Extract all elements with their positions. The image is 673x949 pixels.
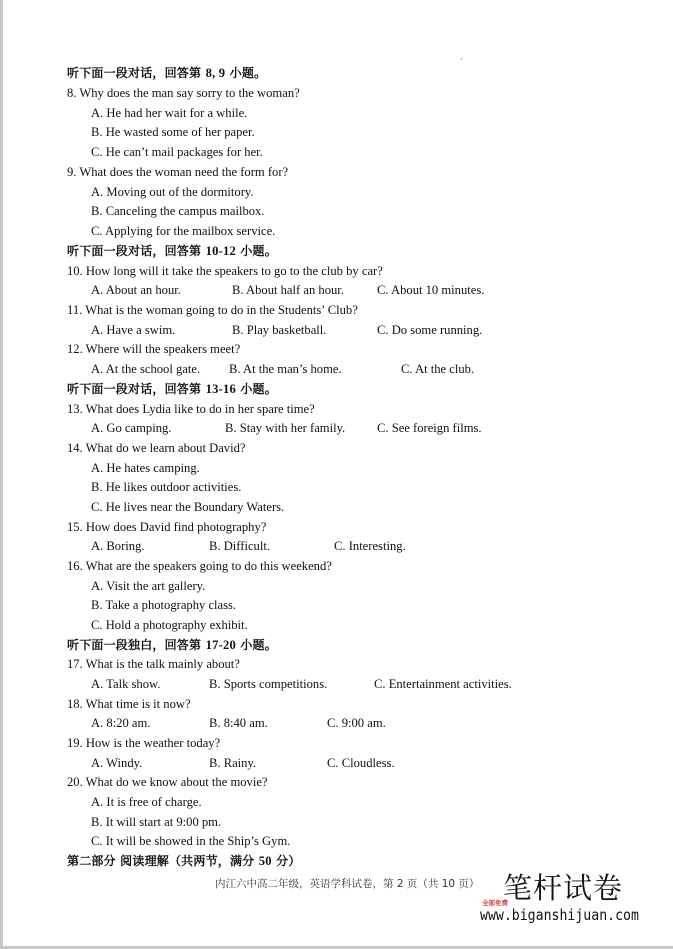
question-17-option-b: B. Sports competitions. xyxy=(209,677,328,691)
question-15-option-c: C. Interesting. xyxy=(334,539,406,553)
question-10-options xyxy=(0,281,673,299)
question-16-option-c: C. Hold a photography exhibit. xyxy=(91,618,248,632)
scan-speck xyxy=(461,58,462,60)
question-18-option-c: C. 9:00 am. xyxy=(327,716,386,730)
question-stem-14: 14. What do we learn about David? xyxy=(67,441,246,455)
question-stem-10: 10. How long will it take the speakers to go to the club by car? xyxy=(67,264,383,278)
question-10-option-a: A. About an hour. xyxy=(91,283,181,297)
question-stem-20: 20. What do we know about the movie? xyxy=(67,775,268,789)
question-19-option-a: A. Windy. xyxy=(91,756,143,770)
watermark-title: 笔杆试卷 xyxy=(503,871,624,905)
question-10-option-c: C. About 10 minutes. xyxy=(377,283,485,297)
question-20-option-c: C. It will be showed in the Ship’s Gym. xyxy=(91,834,291,848)
question-11-option-b: B. Play basketball. xyxy=(232,323,327,337)
question-12-option-a: A. At the school gate. xyxy=(91,362,201,376)
question-15-option-a: A. Boring. xyxy=(91,539,145,553)
question-stem-19: 19. How is the weather today? xyxy=(67,736,221,750)
page-footer: 内江六中高二年级，英语学科试卷，第 2 页（共 10 页） xyxy=(215,878,480,890)
question-8-option-b: B. He wasted some of her paper. xyxy=(91,125,255,139)
question-stem-15: 15. How does David find photography? xyxy=(67,520,267,534)
question-11-options xyxy=(0,321,673,339)
question-stem-12: 12. Where will the speakers meet? xyxy=(67,342,241,356)
watermark-tag: 全部免费 xyxy=(482,899,508,907)
question-15-options xyxy=(0,537,673,555)
section-heading-8-9: 听下面一段对话，回答第 8, 9 小题。 xyxy=(67,66,267,80)
question-18-option-b: B. 8:40 am. xyxy=(209,716,268,730)
question-18-option-a: A. 8:20 am. xyxy=(91,716,151,730)
question-stem-9: 9. What does the woman need the form for? xyxy=(67,165,289,179)
question-16-option-b: B. Take a photography class. xyxy=(91,598,237,612)
question-19-option-c: C. Cloudless. xyxy=(327,756,395,770)
question-18-options xyxy=(0,714,673,732)
question-13-option-a: A. Go camping. xyxy=(91,421,172,435)
question-14-option-c: C. He lives near the Boundary Waters. xyxy=(91,500,285,514)
question-17-options xyxy=(0,675,673,693)
question-14-option-b: B. He likes outdoor activities. xyxy=(91,480,242,494)
watermark-url: www.biganshijuan.com xyxy=(480,906,639,924)
question-15-option-b: B. Difficult. xyxy=(209,539,270,553)
question-11-option-a: A. Have a swim. xyxy=(91,323,176,337)
question-20-option-b: B. It will start at 9:00 pm. xyxy=(91,815,222,829)
question-9-option-a: A. Moving out of the dormitory. xyxy=(91,185,254,199)
question-8-option-a: A. He had her wait for a while. xyxy=(91,106,248,120)
question-17-option-c: C. Entertainment activities. xyxy=(374,677,512,691)
question-12-options xyxy=(0,360,673,378)
question-11-option-c: C. Do some running. xyxy=(377,323,483,337)
question-13-option-b: B. Stay with her family. xyxy=(225,421,346,435)
question-16-option-a: A. Visit the art gallery. xyxy=(91,579,206,593)
question-12-option-c: C. At the club. xyxy=(401,362,475,376)
question-19-options xyxy=(0,754,673,772)
question-9-option-c: C. Applying for the mailbox service. xyxy=(91,224,276,238)
question-17-option-a: A. Talk show. xyxy=(91,677,161,691)
question-stem-16: 16. What are the speakers going to do this weekend? xyxy=(67,559,332,573)
section-heading-13-16: 听下面一段对话，回答第 13-16 小题。 xyxy=(67,382,277,396)
question-9-option-b: B. Canceling the campus mailbox. xyxy=(91,204,265,218)
question-10-option-b: B. About half an hour. xyxy=(232,283,344,297)
question-14-option-a: A. He hates camping. xyxy=(91,461,200,475)
section-heading-10-12: 听下面一段对话，回答第 10-12 小题。 xyxy=(67,244,277,258)
part-two-heading: 第二部分 阅读理解（共两节，满分 50 分） xyxy=(67,854,301,868)
question-stem-8: 8. Why does the man say sorry to the woman? xyxy=(67,86,300,100)
section-heading-17-20: 听下面一段独白，回答第 17-20 小题。 xyxy=(67,638,277,652)
question-19-option-b: B. Rainy. xyxy=(209,756,257,770)
question-8-option-c: C. He can’t mail packages for her. xyxy=(91,145,263,159)
question-20-option-a: A. It is free of charge. xyxy=(91,795,202,809)
question-13-option-c: C. See foreign films. xyxy=(377,421,482,435)
question-stem-11: 11. What is the woman going to do in the Students’ Club? xyxy=(67,303,358,317)
question-13-options xyxy=(0,419,673,437)
question-stem-18: 18. What time is it now? xyxy=(67,697,191,711)
question-stem-13: 13. What does Lydia like to do in her spare time? xyxy=(67,402,315,416)
question-12-option-b: B. At the man’s home. xyxy=(229,362,342,376)
question-stem-17: 17. What is the talk mainly about? xyxy=(67,657,240,671)
